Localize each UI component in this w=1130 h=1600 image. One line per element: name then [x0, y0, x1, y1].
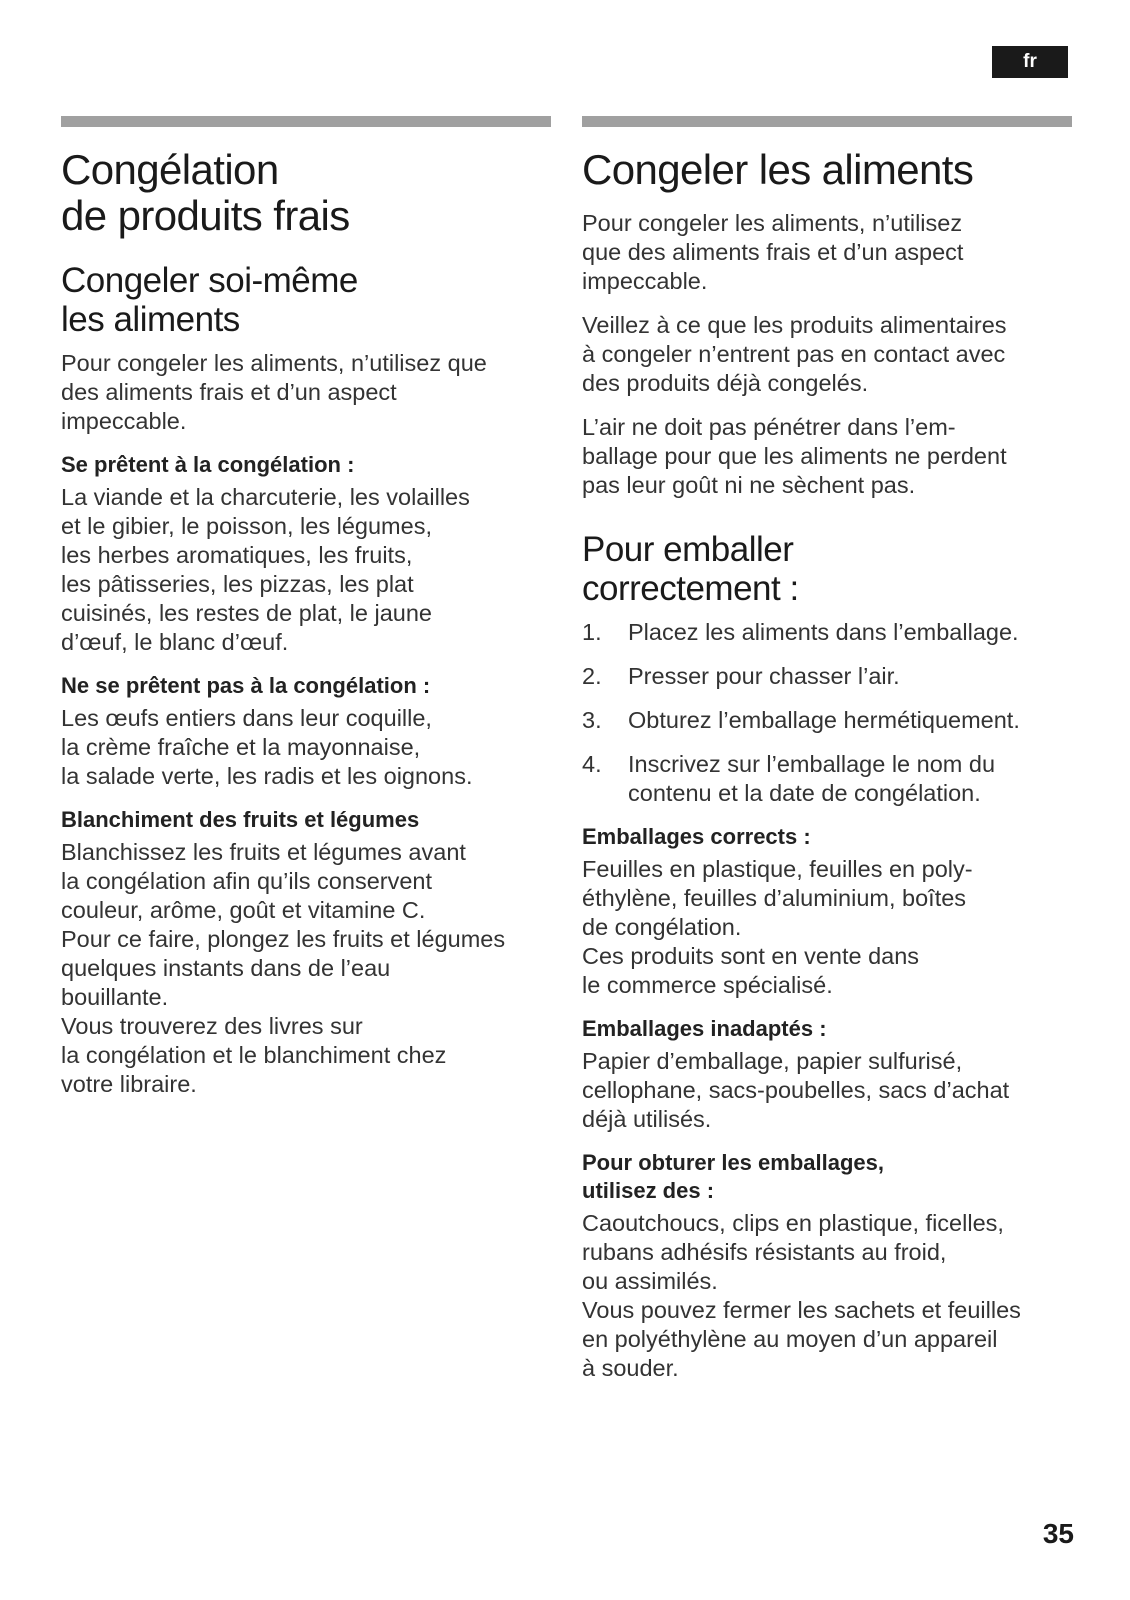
- suitable-text: La viande et la charcuterie, les volailles et le gibier, le poisson, les légumes, les herbes aromatiques, les fruits, les pâtisseries, les pizzas, les plat cuisinés, les restes de plat, le jaune d’œuf, le blanc d’œuf.: [61, 484, 470, 655]
- step-item: [582, 662, 1072, 691]
- paragraph-no-contact: Veillez à ce que les produits alimentaires à congeler n’entrent pas en contact avec des produits déjà congelés.: [582, 312, 1007, 396]
- closing-heading: Pour obturer les emballages, utilisez des :: [582, 1150, 884, 1203]
- step-item: [582, 706, 1072, 735]
- step-number: 2.: [582, 663, 602, 689]
- step-number: 4.: [582, 751, 602, 777]
- suitable-heading: Se prêtent à la congélation :: [61, 452, 355, 477]
- section-rule: [61, 116, 551, 127]
- step-item: [582, 750, 1072, 808]
- subsection-title: Congeler soi-même les aliments: [61, 261, 358, 339]
- section-rule: [582, 116, 1072, 127]
- paragraph-fresh-food: Pour congeler les aliments, n’utilisez que des aliments frais et d’un aspect impeccable.: [582, 210, 964, 294]
- step-text: Obturez l’emballage hermétiquement.: [628, 707, 1020, 733]
- step-text: Placez les aliments dans l’emballage.: [628, 619, 1019, 645]
- step-number: 3.: [582, 707, 602, 733]
- step-item: [582, 618, 1072, 647]
- unsuitable-text: Les œufs entiers dans leur coquille, la crème fraîche et la mayonnaise, la salade verte, les radis et les oignons.: [61, 705, 473, 789]
- packing-title: Pour emballer correctement :: [582, 530, 799, 608]
- right-column: [582, 116, 1072, 1398]
- step-text: Inscrivez sur l’emballage le nom du contenu et la date de congélation.: [628, 751, 996, 806]
- closing-text: Caoutchoucs, clips en plastique, ficelles, rubans adhésifs résistants au froid, ou assimilés. Vous pouvez fermer les sachets et feuilles en polyéthylène au moyen d’un appareil à souder.: [582, 1210, 1021, 1381]
- section-title: Congélation de produits frais: [61, 146, 350, 239]
- correct-packaging-heading: Emballages corrects :: [582, 824, 811, 849]
- packing-steps: [582, 618, 1072, 808]
- step-text: Presser pour chasser l’air.: [628, 663, 900, 689]
- paragraph-air: L’air ne doit pas pénétrer dans l’em- ballage pour que les aliments ne perdent pas leur goût ni ne sèchent pas.: [582, 414, 1007, 498]
- language-badge: fr: [992, 46, 1068, 78]
- section-title: Congeler les aliments: [582, 146, 974, 193]
- blanching-text: Blanchissez les fruits et légumes avant la congélation afin qu’ils conservent couleur, arôme, goût et vitamine C. Pour ce faire, plongez les fruits et légumes quelques instants dans de l’eau bouillante. Vous trouverez des livres sur la congélation et le blanchiment chez votre libraire.: [61, 839, 506, 1097]
- unsuitable-packaging-heading: Emballages inadaptés :: [582, 1016, 827, 1041]
- unsuitable-packaging-text: Papier d’emballage, papier sulfurisé, cellophane, sacs-poubelles, sacs d’achat déjà utilisés.: [582, 1048, 1010, 1132]
- blanching-heading: Blanchiment des fruits et légumes: [61, 807, 420, 832]
- step-number: 1.: [582, 619, 602, 645]
- intro-paragraph: Pour congeler les aliments, n’utilisez que des aliments frais et d’un aspect impeccable.: [61, 350, 487, 434]
- correct-packaging-text: Feuilles en plastique, feuilles en poly- éthylène, feuilles d’aluminium, boîtes de congélation. Ces produits sont en vente dans le commerce spécialisé.: [582, 856, 973, 998]
- page-number: 35: [1042, 1518, 1074, 1549]
- left-column: [61, 116, 551, 1114]
- unsuitable-heading: Ne se prêtent pas à la congélation :: [61, 673, 431, 698]
